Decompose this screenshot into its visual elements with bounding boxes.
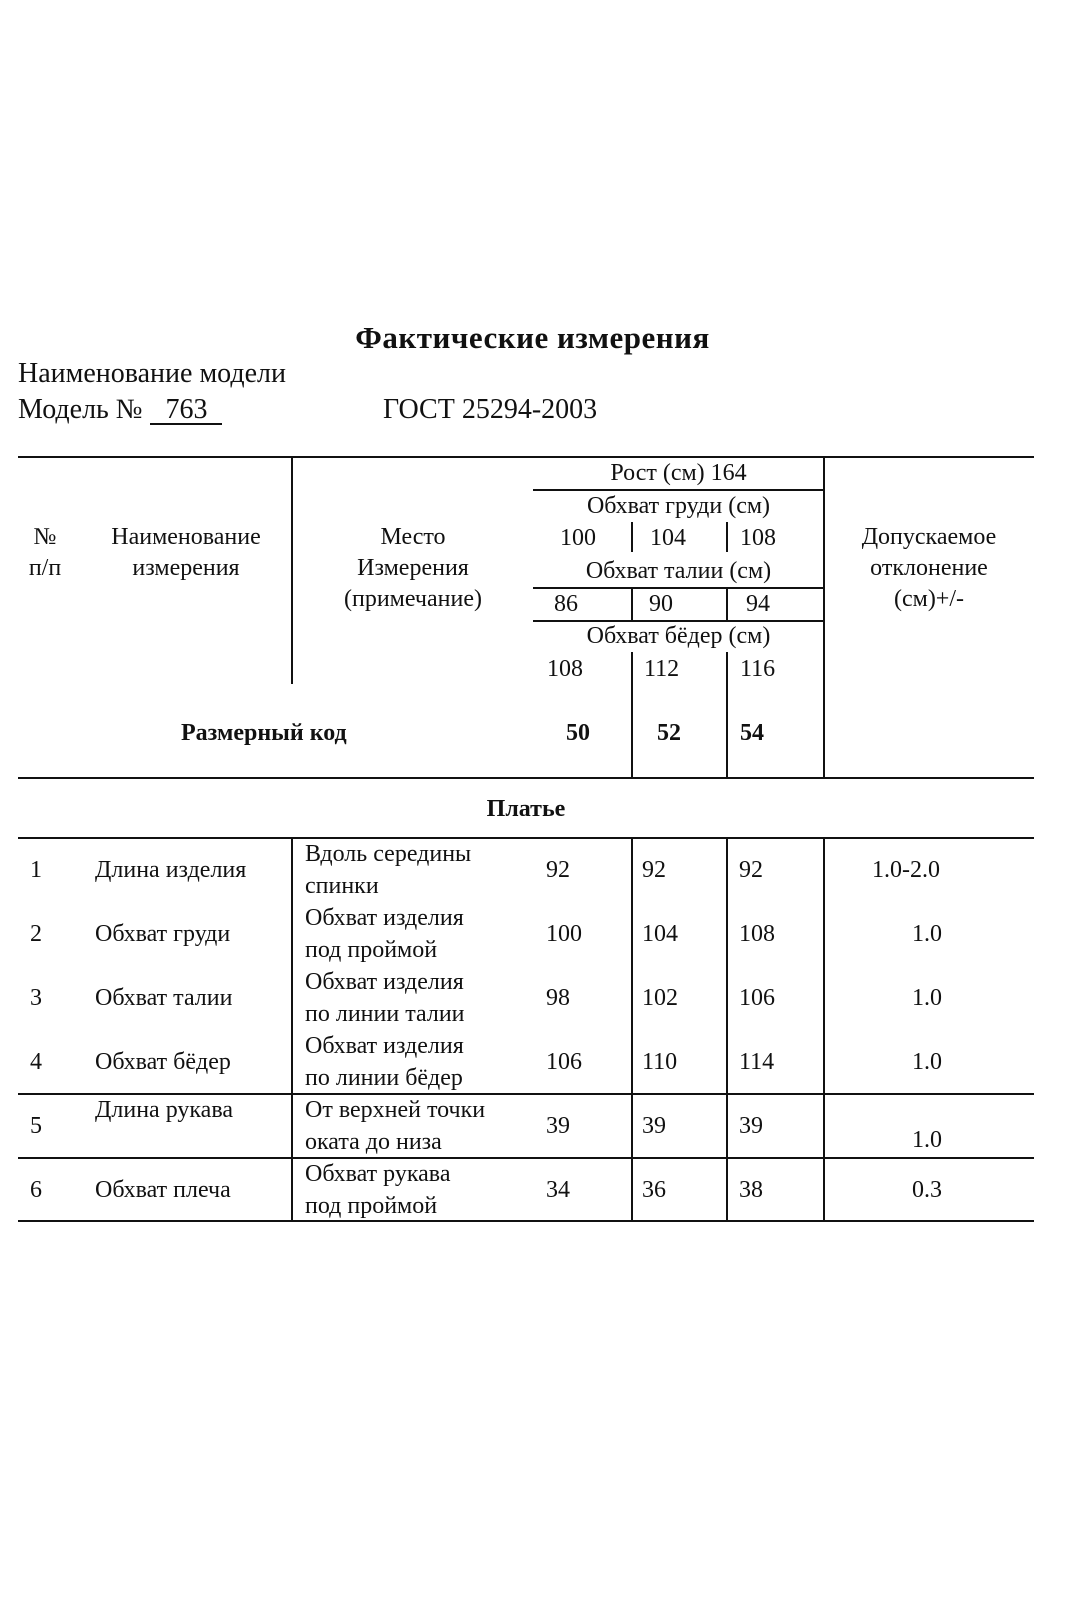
row-name: Обхват груди: [95, 921, 231, 947]
row-place-line1: Обхват изделия: [305, 969, 464, 995]
row-place-line1: Вдоль середины: [305, 841, 472, 867]
row-place-line2: оката до низа: [305, 1129, 442, 1155]
header-waist-2: 90: [649, 591, 673, 617]
row-value-3: 108: [739, 921, 775, 947]
row-place-line2: спинки: [305, 873, 379, 899]
header-num-line1: №: [33, 524, 57, 550]
row-value-1: 39: [546, 1113, 570, 1139]
header-name-line1: Наименование: [111, 524, 261, 550]
row-place-line2: под проймой: [305, 1193, 438, 1219]
row-place-line1: Обхват рукава: [305, 1161, 451, 1187]
row-num: 6: [30, 1177, 42, 1203]
section-title: Платье: [486, 796, 566, 822]
row-num: 5: [30, 1113, 42, 1139]
row-tolerance: 1.0-2.0: [872, 857, 940, 883]
row-value-1: 98: [546, 985, 570, 1011]
header-height: Рост (см) 164: [610, 460, 747, 486]
row-value-1: 34: [546, 1177, 570, 1203]
header-chest-label: Обхват груди (см): [586, 493, 771, 519]
row-tolerance: 1.0: [912, 985, 942, 1011]
row-tolerance: 1.0: [912, 921, 942, 947]
row-value-3: 106: [739, 985, 775, 1011]
row-tolerance: 0.3: [912, 1177, 942, 1203]
page-title: Фактические измерения: [355, 320, 710, 355]
row-tolerance: 1.0: [912, 1049, 942, 1075]
size-code-3: 54: [740, 720, 764, 746]
header-waist-1: 86: [554, 591, 578, 617]
row-place-line2: под проймой: [305, 937, 438, 963]
row-name: Обхват плеча: [95, 1177, 231, 1203]
model-number-line: [18, 394, 222, 426]
size-code-1: 50: [566, 720, 590, 746]
row-value-1: 106: [546, 1049, 582, 1075]
row-value-3: 39: [739, 1113, 763, 1139]
header-tol-line1: Допускаемое: [861, 524, 997, 550]
row-value-2: 102: [642, 985, 678, 1011]
model-name-label: Наименование модели: [18, 358, 286, 389]
row-value-3: 92: [739, 857, 763, 883]
header-hips-3: 116: [740, 656, 776, 682]
row-name: Обхват талии: [95, 985, 233, 1011]
gost-label: ГОСТ 25294-2003: [383, 394, 598, 425]
row-value-1: 92: [546, 857, 570, 883]
header-hips-2: 112: [644, 656, 680, 682]
row-value-2: 110: [642, 1049, 678, 1075]
header-waist-3: 94: [746, 591, 770, 617]
row-place-line1: Обхват изделия: [305, 1033, 464, 1059]
header-tol-line3: (см)+/-: [893, 586, 965, 612]
row-value-3: 114: [739, 1049, 775, 1075]
header-chest-2: 104: [650, 525, 686, 551]
row-place-line2: по линии талии: [305, 1001, 465, 1027]
row-value-1: 100: [546, 921, 582, 947]
row-num: 2: [30, 921, 42, 947]
header-chest-3: 108: [740, 525, 776, 551]
row-name: Длина рукава: [95, 1097, 233, 1123]
model-no-label: Модель №: [18, 394, 143, 425]
row-name: Длина изделия: [95, 857, 247, 883]
row-value-2: 39: [642, 1113, 666, 1139]
row-value-3: 38: [739, 1177, 763, 1203]
header-hips-label: Обхват бёдер (см): [586, 623, 771, 649]
row-num: 1: [30, 857, 42, 883]
row-place-line1: От верхней точки: [305, 1097, 486, 1123]
row-value-2: 36: [642, 1177, 666, 1203]
row-place-line2: по линии бёдер: [305, 1065, 463, 1091]
model-no-value: 763: [150, 397, 222, 425]
header-place-line3: (примечание): [344, 586, 482, 612]
header-tol-line2: отклонение: [870, 555, 988, 581]
header-hips-1: 108: [547, 656, 583, 682]
header-num-line2: п/п: [28, 555, 62, 581]
row-value-2: 92: [642, 857, 666, 883]
size-code-2: 52: [657, 720, 681, 746]
header-name-line2: измерения: [132, 555, 240, 581]
row-place-line1: Обхват изделия: [305, 905, 464, 931]
header-place-line2: Измерения: [357, 555, 469, 581]
row-tolerance: 1.0: [912, 1127, 942, 1153]
row-num: 3: [30, 985, 42, 1011]
size-code-label: Размерный код: [181, 720, 347, 746]
row-value-2: 104: [642, 921, 678, 947]
header-chest-1: 100: [560, 525, 596, 551]
row-name: Обхват бёдер: [95, 1049, 231, 1075]
header-waist-label: Обхват талии (см): [585, 558, 772, 584]
row-num: 4: [30, 1049, 42, 1075]
header-place-line1: Место: [380, 524, 446, 550]
